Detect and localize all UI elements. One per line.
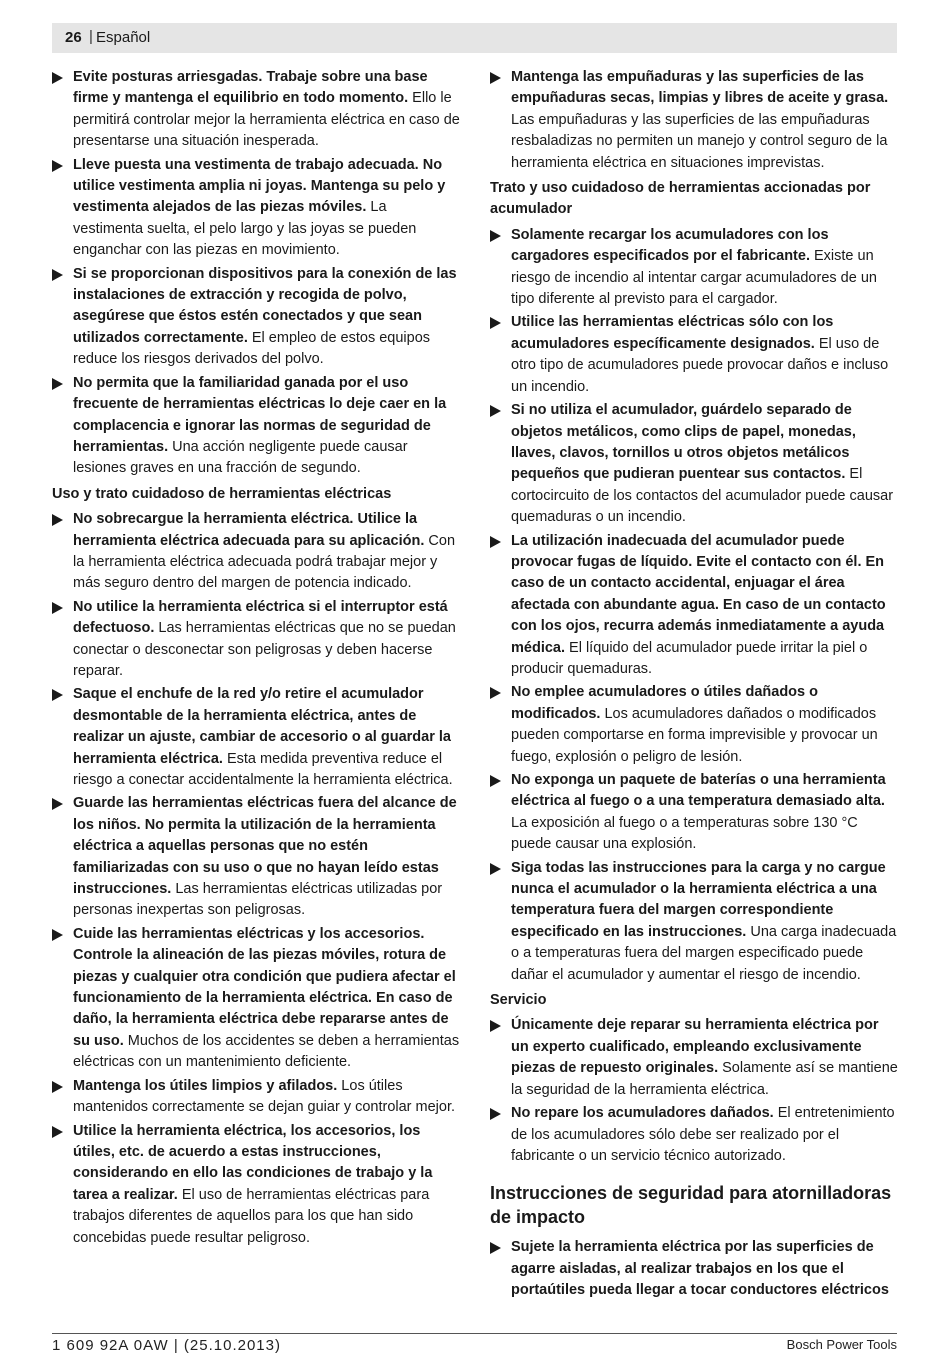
safety-item	[52, 793, 460, 921]
item-normal-text: El cortocircuito de los contactos del acumulador puede causar quemaduras o un incendio.	[511, 466, 894, 526]
item-normal-text: Existe un riesgo de incendio al intentar cargar acumuladores de un tipo diferente al previsto para el cargador.	[511, 248, 877, 308]
bullet-arrow-icon	[490, 863, 501, 875]
safety-item	[490, 531, 898, 681]
safety-item	[490, 1015, 898, 1101]
item-normal-text: Una acción negligente puede causar lesiones graves en una fracción de segundo.	[73, 438, 408, 477]
footer-divider	[52, 1333, 897, 1334]
safety-item	[490, 1103, 898, 1167]
item-bold-text: Utilice las herramientas eléctricas sólo con los acumuladores específicamente designados.	[511, 314, 834, 352]
item-normal-text: Ello le permitirá controlar mejor la herramienta eléctrica en caso de presentarse una situación inesperada.	[73, 90, 460, 150]
item-bold-text: No exponga un paquete de baterías o una herramienta eléctrica al fuego o a una temperatura demasiado alta.	[511, 772, 886, 810]
safety-item	[52, 67, 460, 153]
item-normal-text: El uso de herramientas eléctricas para trabajos diferentes de aquellos para los que han sido concebidas puede resultar peligroso.	[73, 1186, 430, 1246]
item-normal-text: Una carga inadecuada o a temperaturas fuera del margen especificado puede dañar el acumulador y aumentar el riesgo de incendio.	[511, 923, 897, 983]
safety-item	[490, 770, 898, 856]
item-normal-text: Muchos de los accidentes se deben a herramientas eléctricas con un mantenimiento deficiente.	[73, 1032, 460, 1071]
safety-item	[52, 1076, 460, 1119]
item-normal-text: El entretenimiento de los acumuladores sólo debe ser realizado por el fabricante o un servicio técnico autorizado.	[511, 1105, 895, 1164]
item-bold-text: No repare los acumuladores dañados.	[511, 1105, 774, 1122]
item-normal-text: El uso de otro tipo de acumuladores puede provocar daños e incluso un incendio.	[511, 335, 889, 395]
item-bold-text: Sujete la herramienta eléctrica por las superficies de agarre aisladas, al realizar trabajos en los que el portaútiles pueda llegar a tocar conductores eléctricos	[511, 1239, 889, 1299]
item-bold-text: La utilización inadecuada del acumulador puede provocar fugas de líquido. Evite el contacto con él. En caso de un contacto accidental, enjuagar el área afectada con abundante agua. En caso de un contacto con los ojos, recurra además inmediatamente a ayuda médica.	[511, 532, 886, 656]
footer-brand: Bosch Power Tools	[786, 1337, 897, 1352]
safety-item	[490, 858, 898, 986]
bullet-arrow-icon	[52, 514, 63, 526]
bullet-arrow-icon	[490, 536, 501, 548]
bullet-arrow-icon	[52, 798, 63, 810]
item-normal-text: Las empuñaduras y las superficies de las empuñaduras resbaladizas no permiten un manejo y control seguro de la herramienta eléctrica en situaciones imprevistas.	[511, 111, 888, 171]
item-normal-text: Solamente así se mantiene la seguridad de la herramienta eléctrica.	[511, 1060, 898, 1098]
bullet-arrow-icon	[490, 1020, 501, 1032]
safety-item	[52, 684, 460, 791]
safety-item	[490, 682, 898, 768]
safety-item	[490, 225, 898, 311]
item-normal-text: Los acumuladores dañados o modificados pueden comportarse en forma imprevisible y provocar un fuego, explosión o peligro de lesión.	[511, 705, 878, 765]
safety-item	[52, 1121, 460, 1249]
bullet-arrow-icon	[52, 378, 63, 390]
item-bold-text: Lleve puesta una vestimenta de trabajo adecuada. No utilice vestimenta amplia ni joyas. Mantenga su pelo y vestimenta alejados de las piezas móviles.	[73, 156, 446, 216]
bullet-arrow-icon	[52, 929, 63, 941]
bullet-arrow-icon	[490, 405, 501, 417]
item-bold-text: Evite posturas arriesgadas. Trabaje sobre una base firme y mantenga el equilibrio en todo momento.	[73, 69, 428, 107]
item-bold-text: No sobrecargue la herramienta eléctrica. Utilice la herramienta eléctrica adecuada para su aplicación.	[73, 511, 425, 549]
bullet-arrow-icon	[490, 1242, 501, 1254]
left-column	[52, 67, 460, 1251]
item-normal-text: La vestimenta suelta, el pelo largo y las joyas se pueden enganchar con las piezas en movimiento.	[73, 199, 417, 259]
item-bold-text: Si se proporcionan dispositivos para la conexión de las instalaciones de extracción y recogida de polvo, asegúrese que éstos estén conectados y que sean utilizados correctamente.	[73, 265, 457, 346]
safety-item	[52, 155, 460, 262]
bullet-arrow-icon	[490, 687, 501, 699]
item-bold-text: No permita que la familiaridad ganada por el uso frecuente de herramientas eléctricas lo deje caer en la complacencia e ignorar las normas de seguridad de herramientas.	[73, 374, 447, 455]
page-header	[52, 23, 897, 53]
item-bold-text: Únicamente deje reparar su herramienta eléctrica por un experto cualificado, empleando exclusivamente piezas de repuesto originales.	[511, 1017, 879, 1077]
item-bold-text: Mantenga los útiles limpios y afilados.	[73, 1077, 338, 1094]
safety-item	[490, 400, 898, 528]
bullet-arrow-icon	[52, 689, 63, 701]
footer-document-code: 1 609 92A 0AW | (25.10.2013)	[52, 1337, 281, 1354]
header-separator: |	[89, 28, 93, 45]
safety-item	[490, 312, 898, 398]
bullet-arrow-icon	[52, 1126, 63, 1138]
item-bold-text: No emplee acumuladores o útiles dañados o modificados.	[511, 684, 818, 722]
safety-item	[52, 924, 460, 1074]
item-normal-text: El líquido del acumulador puede irritar la piel o producir quemaduras.	[511, 639, 868, 677]
page-number: 26	[65, 29, 82, 46]
item-bold-text: Siga todas las instrucciones para la carga y no cargue nunca el acumulador o la herramienta eléctrica a una temperatura fuera del margen correspondiente especificado en las instrucciones.	[511, 859, 886, 940]
bullet-arrow-icon	[490, 230, 501, 242]
safety-item	[490, 67, 898, 174]
bullet-arrow-icon	[490, 72, 501, 84]
safety-item	[52, 264, 460, 371]
bullet-arrow-icon	[52, 1081, 63, 1093]
item-bold-text: Mantenga las empuñaduras y las superficies de las empuñaduras secas, limpias y libres de aceite y grasa.	[511, 69, 889, 107]
section-heading: Instrucciones de seguridad para atornilladoras de impacto	[490, 1183, 892, 1228]
section-subheading: Servicio	[490, 992, 547, 1009]
safety-item	[52, 509, 460, 595]
right-column	[490, 67, 898, 1304]
item-bold-text: Solamente recargar los acumuladores con los cargadores especificados por el fabricante.	[511, 226, 829, 265]
safety-item	[52, 597, 460, 683]
bullet-arrow-icon	[490, 775, 501, 787]
bullet-arrow-icon	[490, 1108, 501, 1120]
item-bold-text: Cuide las herramientas eléctricas y los accesorios. Controle la alineación de las piezas móviles, rotura de piezas y cualquier otra condición que pudiera afectar el funcionamiento de la herramienta eléctrica. En caso de daño, la herramienta eléctrica debe repararse antes de su uso.	[73, 925, 456, 1049]
language-label: Español	[96, 29, 151, 46]
item-normal-text: Los útiles mantenidos correctamente se dejan guiar y controlar mejor.	[73, 1077, 456, 1116]
bullet-arrow-icon	[490, 317, 501, 329]
item-normal-text: Las herramientas eléctricas que no se puedan conectar o desconectar son peligrosas y deben hacerse reparar.	[73, 620, 456, 679]
bullet-arrow-icon	[52, 602, 63, 614]
item-normal-text: La exposición al fuego o a temperaturas sobre 130 °C puede causar una explosión.	[511, 814, 858, 853]
section-subheading: Uso y trato cuidadoso de herramientas eléctricas	[52, 485, 392, 502]
item-normal-text: Esta medida preventiva reduce el riesgo a conectar accidentalmente la herramienta eléctrica.	[73, 750, 453, 788]
item-bold-text: Utilice la herramienta eléctrica, los accesorios, los útiles, etc. de acuerdo a estas instrucciones, considerando en ello las condiciones de trabajo y la tarea a realizar.	[73, 1122, 433, 1203]
bullet-arrow-icon	[52, 72, 63, 84]
bullet-arrow-icon	[52, 269, 63, 281]
item-normal-text: El empleo de estos equipos reduce los riesgos derivados del polvo.	[73, 329, 431, 368]
item-bold-text: Si no utiliza el acumulador, guárdelo separado de objetos metálicos, como clips de papel, monedas, llaves, clavos, tornillos u otros objetos metálicos pequeños que pudieran puentear sus contactos.	[511, 402, 856, 483]
safety-item	[490, 1237, 898, 1301]
item-bold-text: Guarde las herramientas eléctricas fuera del alcance de los niños. No permita la utilización de la herramienta eléctrica a aquellas personas que no estén familiarizadas con su uso o que no hayan leído estas instrucciones.	[73, 795, 457, 898]
bullet-arrow-icon	[52, 160, 63, 172]
section-subheading: Trato y uso cuidadoso de herramientas accionadas por acumulador	[490, 180, 871, 218]
item-normal-text: Con la herramienta eléctrica adecuada podrá trabajar mejor y más seguro dentro del margen de potencia indicado.	[73, 532, 456, 592]
item-bold-text: No utilice la herramienta eléctrica si el interruptor está defectuoso.	[73, 598, 448, 637]
item-normal-text: Las herramientas eléctricas utilizadas por personas inexpertas son peligrosas.	[73, 881, 443, 919]
safety-item	[52, 373, 460, 480]
item-bold-text: Saque el enchufe de la red y/o retire el acumulador desmontable de la herramienta eléctrica, antes de realizar un ajuste, cambiar de accesorio o al guardar la herramienta eléctrica.	[73, 686, 451, 767]
